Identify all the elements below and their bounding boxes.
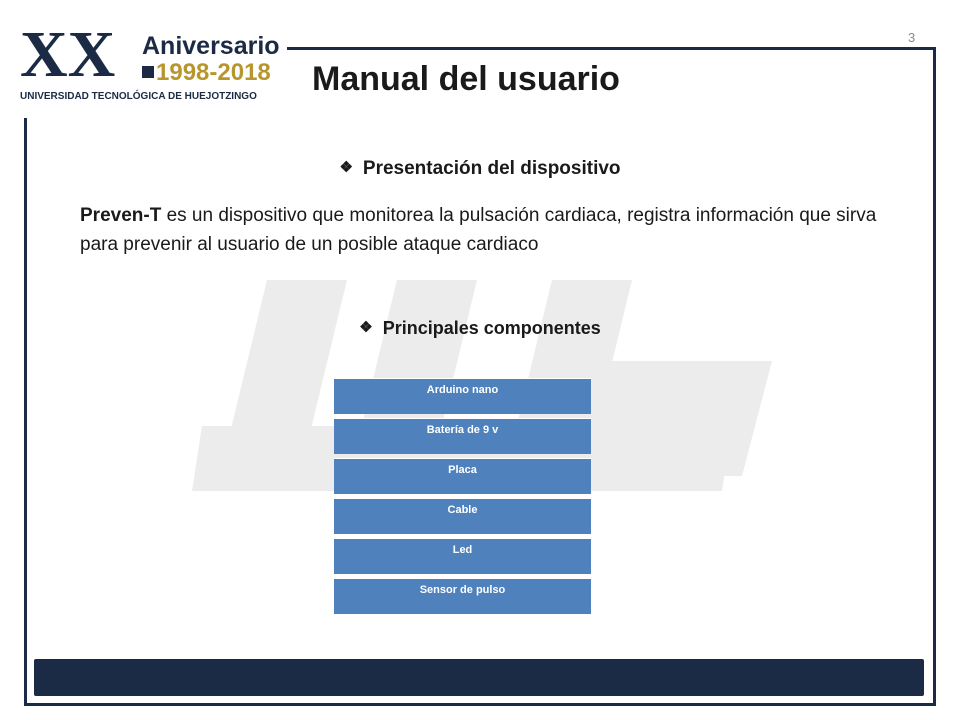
component-row: Arduino nano	[334, 378, 591, 414]
logo-numeral: XX	[20, 18, 116, 91]
section-heading-presentation	[300, 158, 660, 180]
component-row: Batería de 9 v	[334, 418, 591, 454]
device-name: Preven-T	[80, 205, 162, 226]
components-table	[334, 378, 591, 618]
component-row: Led	[334, 538, 591, 574]
frame-left-line	[24, 118, 27, 706]
logo-line2: 1998-2018	[156, 59, 271, 86]
logo-line1: Aniversario	[142, 32, 280, 60]
diamond-bullet-icon: ❖	[339, 159, 353, 176]
component-row: Sensor de pulso	[334, 578, 591, 614]
frame-right-line	[933, 47, 936, 706]
logo-emblem-icon	[142, 66, 154, 78]
diamond-bullet-icon: ❖	[359, 319, 373, 336]
intro-text: es un dispositivo que monitorea la pulsación cardiaca, registra información que sirva para prevenir al usuario de un posible ataque cardiaco	[80, 205, 877, 255]
page-number: 3	[908, 30, 916, 45]
frame-bottom-line	[24, 703, 936, 706]
intro-paragraph	[80, 201, 880, 259]
logo-institution: UNIVERSIDAD TECNOLÓGICA DE HUEJOTZINGO	[20, 91, 257, 102]
component-row: Placa	[334, 458, 591, 494]
frame-top-line	[287, 47, 936, 50]
section-heading-text: Presentación del dispositivo	[362, 158, 621, 179]
component-row: Cable	[334, 498, 591, 534]
section-heading-components	[280, 318, 680, 339]
footer-bar	[34, 659, 924, 696]
page-title: Manual del usuario	[312, 60, 620, 98]
section-heading-text: Principales componentes	[382, 318, 601, 338]
anniversary-logo	[18, 18, 288, 104]
